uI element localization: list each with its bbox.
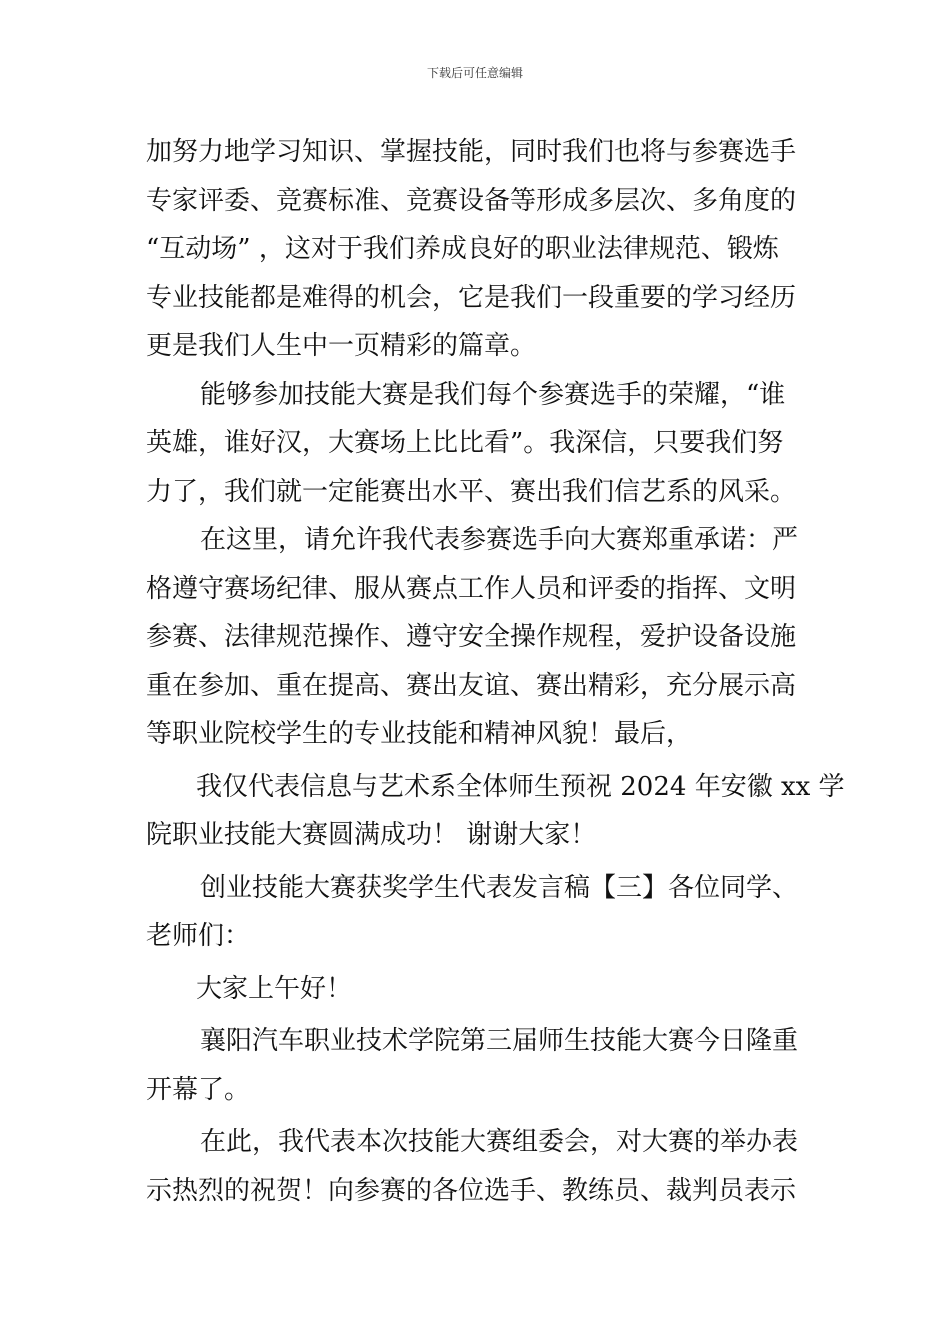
text-line: 能够参加技能大赛是我们每个参赛选手的荣耀，“谁	[200, 379, 786, 410]
text-line: 专家评委、竞赛标准、竞赛设备等形成多层次、多角度的	[146, 185, 797, 216]
text-line: 等职业院校学生的专业技能和精神风貌！最后，	[146, 719, 693, 749]
text-line: 在这里，请允许我代表参赛选手向大赛郑重承诺：严	[200, 525, 799, 555]
text-line: 在此，我代表本次技能大赛组委会，对大赛的举办表	[200, 1127, 799, 1157]
text-line: 更是我们人生中一页精彩的篇章。	[146, 331, 537, 361]
text-line: 参赛、法律规范操作、遵守安全操作规程，爱护设备设施	[146, 622, 797, 652]
text-line: 英雄，谁好汉，大赛场上比比看”。我深信，只要我们努	[146, 428, 784, 458]
text-line: 格遵守赛场纪律、服从赛点工作人员和评委的指挥、文明	[146, 573, 797, 604]
text-line: 大家上午好！	[196, 973, 353, 1004]
text-line: 院职业技能大赛圆满成功！ 谢谢大家！	[146, 820, 597, 850]
text-line: 力了，我们就一定能赛出水平、赛出我们信艺系的风采。	[146, 476, 797, 507]
text-line: 老师们：	[146, 921, 251, 951]
text-line: 创业技能大赛获奖学生代表发言稿【三】各位同学、	[200, 872, 799, 903]
text-line: “互动场” ，这对于我们养成良好的职业法律规范、锻炼	[146, 234, 779, 264]
text-line: 开幕了。	[146, 1074, 251, 1105]
page-header: 下载后可任意编辑	[426, 66, 523, 80]
text-line: 加努力地学习知识、掌握技能，同时我们也将与参赛选手	[146, 137, 797, 167]
text-line: 专业技能都是难得的机会，它是我们一段重要的学习经历	[146, 282, 797, 313]
text-line: 示热烈的祝贺！向参赛的各位选手、教练员、裁判员表示	[146, 1175, 797, 1206]
text-line: 重在参加、重在提高、赛出友谊、赛出精彩，充分展示高	[146, 670, 797, 701]
document-body	[146, 128, 845, 1215]
text-line: 襄阳汽车职业技术学院第三届师生技能大赛今日隆重	[200, 1026, 799, 1056]
text-line: 我仅代表信息与艺术系全体师生预祝 2024 年安徽 xx 学	[196, 771, 845, 802]
